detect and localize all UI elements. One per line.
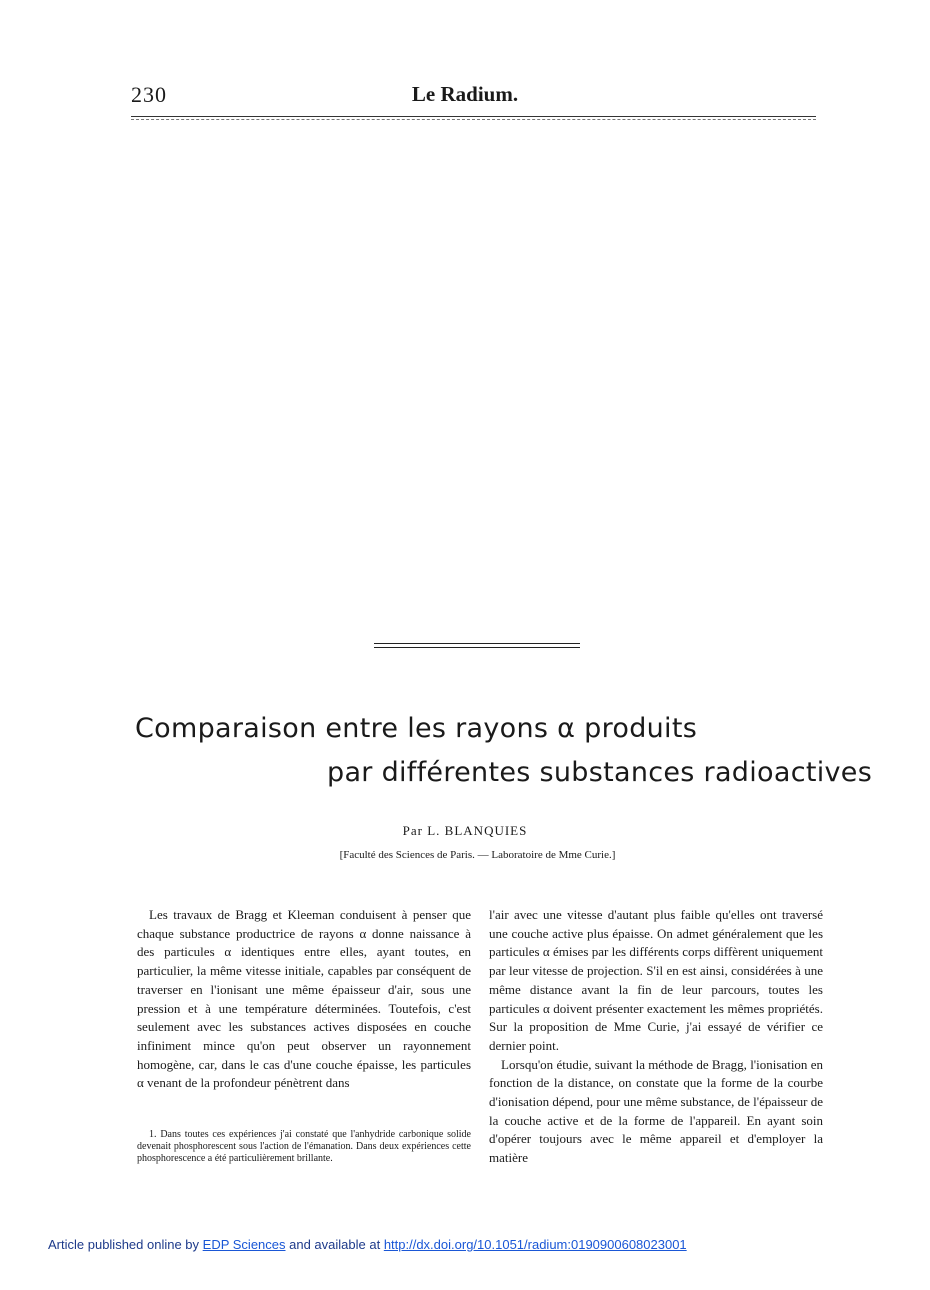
header-rule-secondary bbox=[131, 119, 816, 120]
section-separator-rule bbox=[374, 647, 580, 648]
article-title-line-2: par différentes substances radioactives bbox=[327, 757, 873, 788]
page-number: 230 bbox=[131, 82, 167, 107]
footnote-text: 1. Dans toutes ces expériences j'ai constaté que l'anhydride carbonique solide devenait phosphorescent sous l'action de l'émanation. Dans deux expériences cette phosphorescence a été particulièrement brillante. bbox=[137, 1129, 471, 1164]
footnote bbox=[137, 1129, 471, 1165]
doi-link[interactable]: http://dx.doi.org/10.1051/radium:0190900608023001 bbox=[383, 1237, 687, 1252]
paragraph: Lorsqu'on étudie, suivant la méthode de Bragg, l'ionisation en fonction de la distance, on constate que la forme de la courbe d'ionisation dépend, pour une même substance, de l'épaisseur de la couche active et de la forme de l'appareil. En ayant soin d'opérer toujours avec le même appareil et d'employer la matière bbox=[489, 1056, 823, 1166]
access-note-prefix: Article published online by bbox=[48, 1237, 203, 1252]
access-note bbox=[48, 1237, 687, 1252]
section-separator-rule bbox=[374, 643, 580, 644]
journal-title: Le Radium. bbox=[411, 82, 519, 106]
body-column-left bbox=[137, 906, 471, 1093]
article-author: Par L. BLANQUIES bbox=[402, 823, 528, 838]
header-rule bbox=[131, 116, 816, 117]
article-title-line-1: Comparaison entre les rayons α produits bbox=[135, 713, 698, 744]
paragraph: Les travaux de Bragg et Kleeman conduisent à penser que chaque substance productrice de rayons α donne naissance à des particules α identiques entre elles, ayant toutes, en particulier, la même vitesse initiale, capables par conséquent de traverser en l'ionisant une même épaisseur d'air, sous une pression et à une température déterminées. Toutefois, c'est seulement avec les substances actives disposées en couche infiniment mince qu'on peut observer un rayonnement homogène, car, dans le cas d'une couche épaisse, les particules α venant de la profondeur pénètrent dans bbox=[137, 907, 471, 1091]
body-column-right bbox=[489, 906, 823, 1168]
publisher-link[interactable]: EDP Sciences bbox=[202, 1237, 286, 1252]
access-note-middle: and available at bbox=[285, 1237, 384, 1252]
paragraph: l'air avec une vitesse d'autant plus faible qu'elles ont traversé une couche active plus épaisse. On admet généralement que les particules α émises par les différents corps diffèrent uniquement par leur vitesse de projection. S'il en est ainsi, considérées à une même distance avant la fin de leur parcours, toutes les particules α doivent présenter exactement les mêmes propriétés. Sur la proposition de Mme Curie, j'ai essayé de vérifier ce dernier point. bbox=[489, 907, 823, 1053]
article-affiliation: [Faculté des Sciences de Paris. — Laboratoire de Mme Curie.] bbox=[339, 849, 616, 861]
